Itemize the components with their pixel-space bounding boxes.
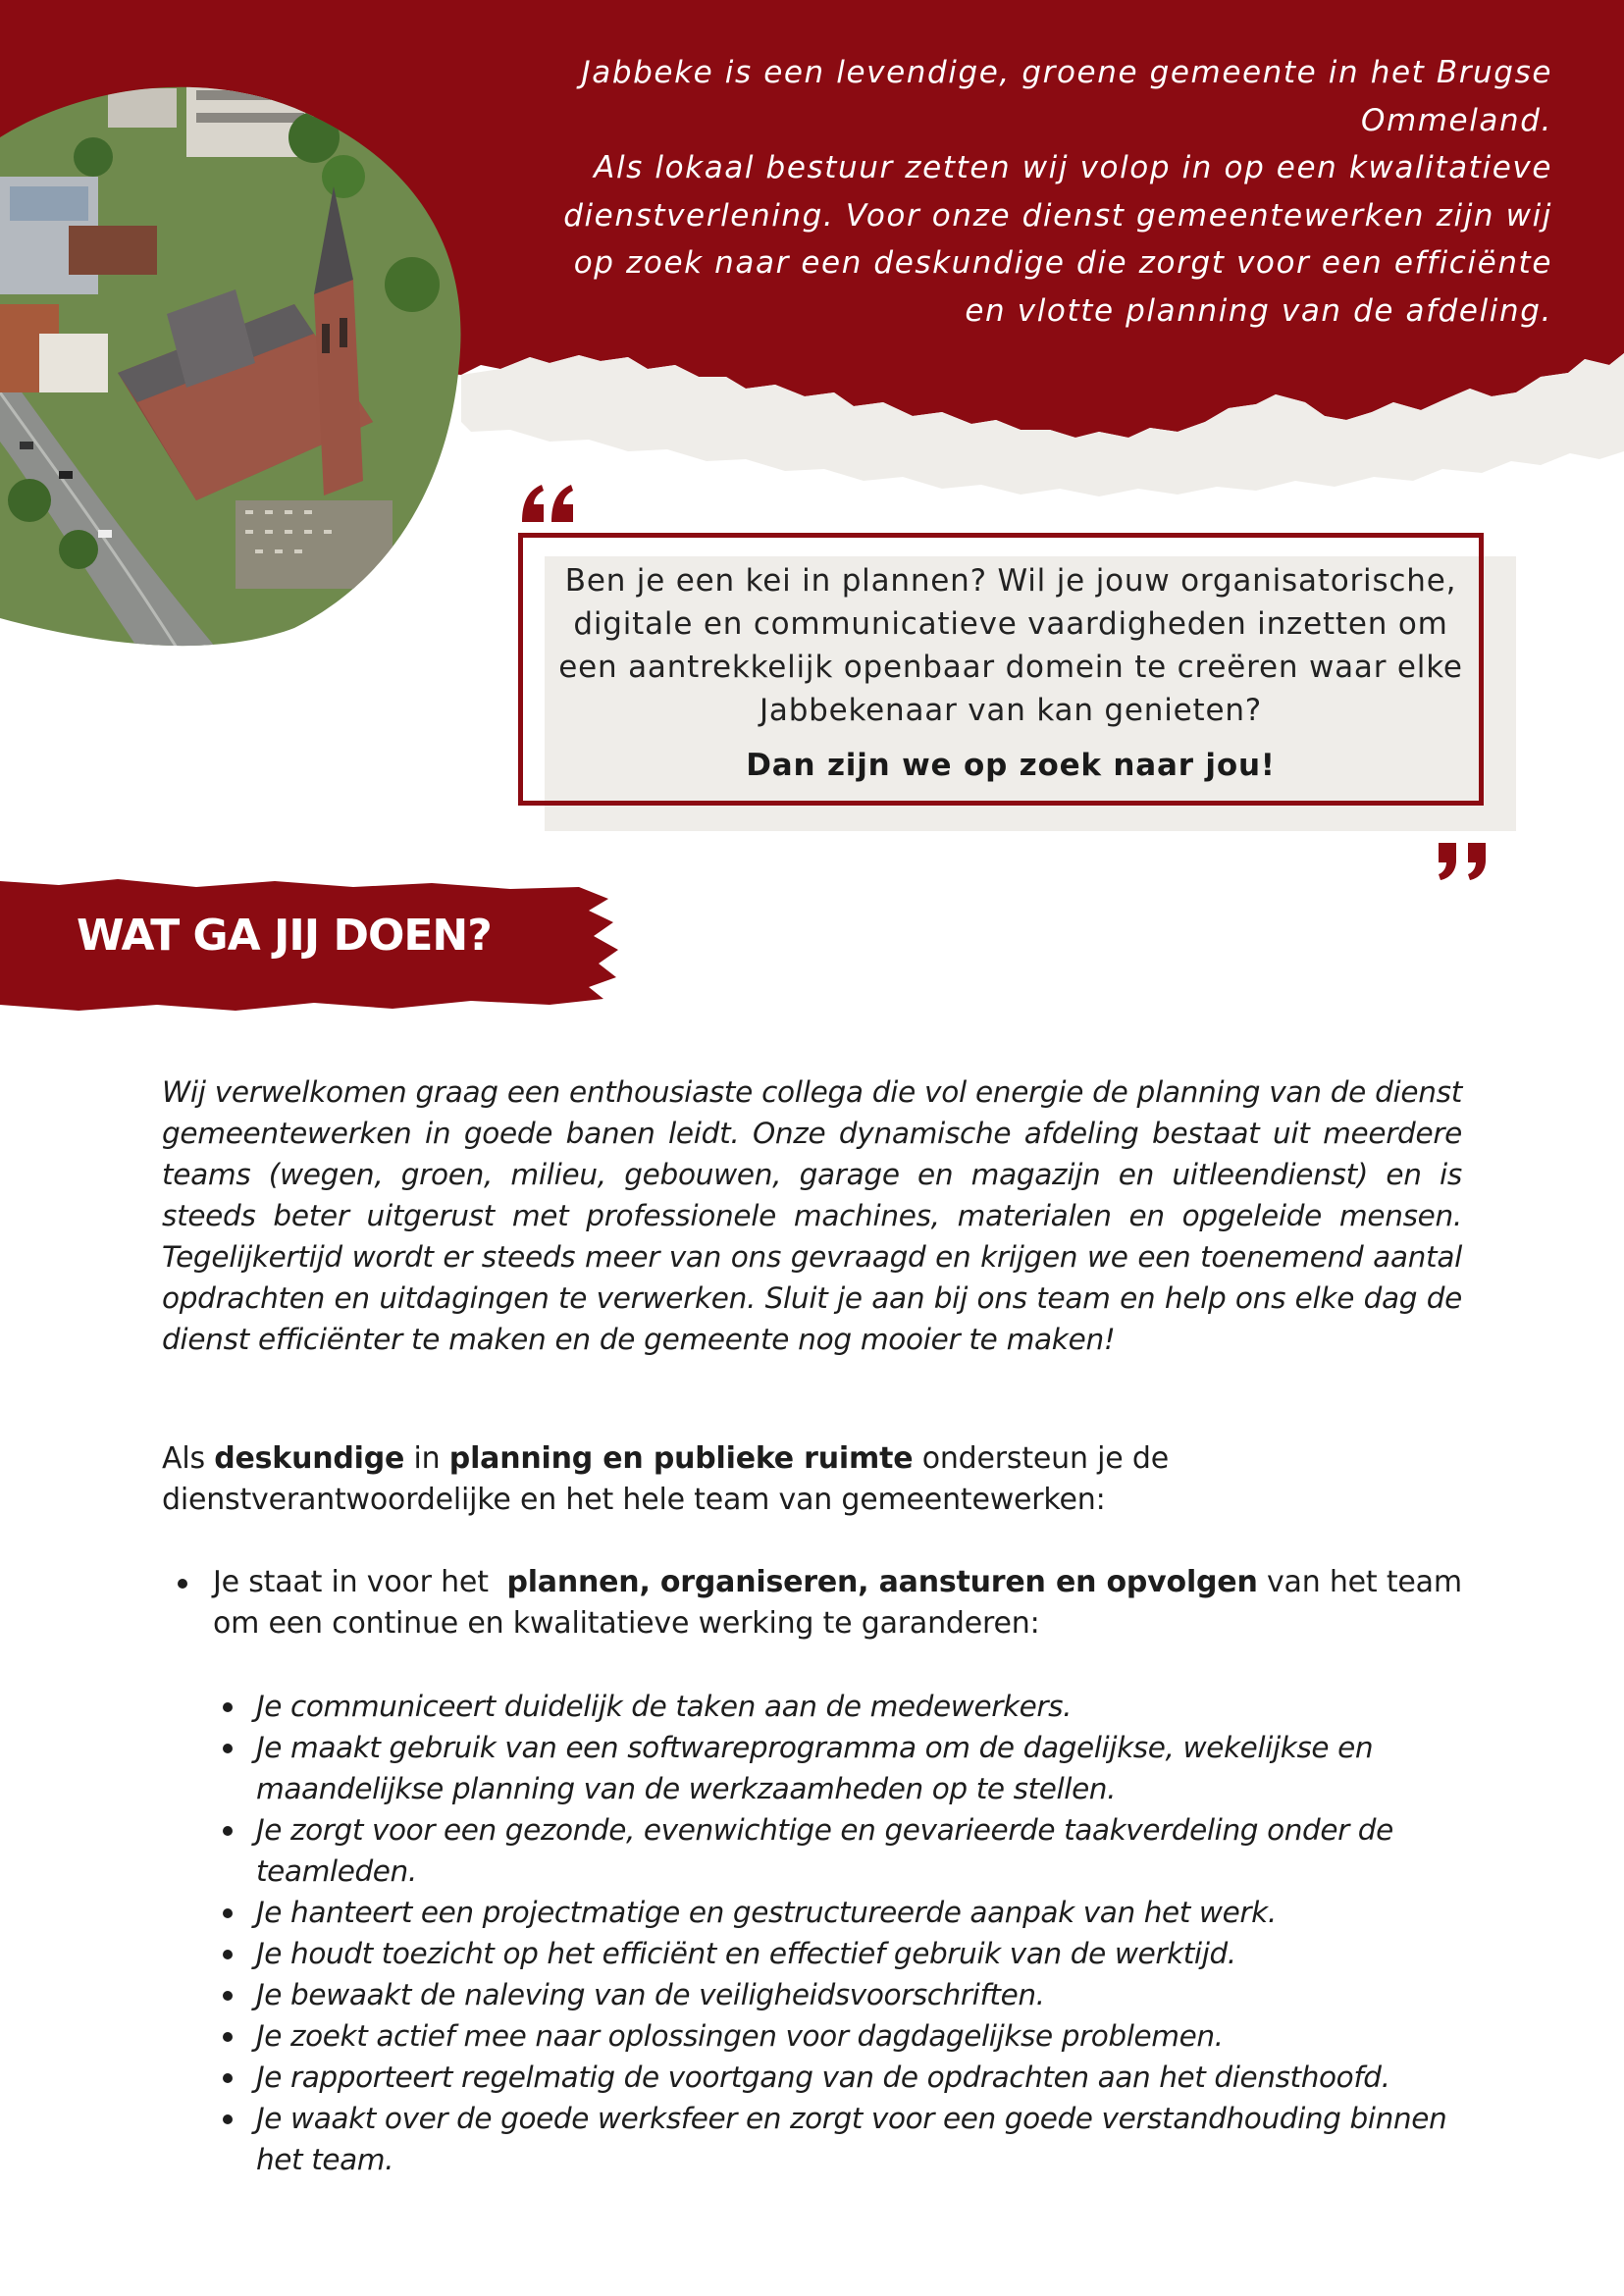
list-item: Je zorgt voor een gezonde, evenwichtige en gevarieerde taakverdeling onder de teamleden. [213, 1809, 1489, 1892]
quote-line: Jabbekenaar van kan genieten? [759, 693, 1263, 728]
quote-line: een aantrekkelijk openbaar domein te creëren waar elke [558, 650, 1463, 685]
intro-line: Jabbeke is een levendige, groene gemeente in het Brugse Ommeland. [581, 55, 1552, 138]
quote-line: Ben je een kei in plannen? Wil je jouw organisatorische, [564, 563, 1457, 599]
task-list [213, 1686, 1489, 2180]
bullet-bold: plannen, organiseren, aansturen en opvolgen [506, 1565, 1258, 1599]
quote-open-icon [518, 483, 577, 526]
list-item: Je communiceert duidelijk de taken aan de medewerkers. [213, 1686, 1489, 1727]
role-text: in [404, 1441, 449, 1476]
intro-text [422, 49, 1552, 335]
list-item: Je rapporteert regelmatig de voortgang van de opdrachten aan het diensthoofd. [213, 2057, 1489, 2098]
list-item [162, 1562, 1477, 1644]
bullet-text: Je staat in voor het [213, 1565, 507, 1599]
section-title: WAT GA JIJ DOEN? [77, 911, 492, 961]
church-aerial-photo [0, 69, 471, 648]
intro-line: op zoek naar een deskundige die zorgt voor een efficiënte [573, 245, 1552, 281]
list-item: Je houdt toezicht op het efficiënt en effectief gebruik van de werktijd. [213, 1933, 1489, 1974]
role-text: ondersteun je de dienstverantwoordelijke en het hele team van gemeentewerken: [162, 1441, 1169, 1517]
intro-paragraph: Wij verwelkomen graag een enthousiaste collega die vol energie de planning van de dienst gemeentewerken in goede banen leidt. Onze dynamische afdeling bestaat uit meerdere teams (wegen, groen, milieu, gebouwen, garage en magazijn en uitleendienst) en is steeds beter uitgerust met professionele machines, materialen en opgeleide mensen. Tegelijkertijd wordt er steeds meer van ons gevraagd en krijgen we een toenemend aantal opdrachten en uitdagingen te verwerken. Sluit je aan bij ons team en help ons elke dag de dienst efficiënter te maken en de gemeente nog mooier te maken! [162, 1075, 1462, 1356]
list-item: Je bewaakt de naleving van de veiligheidsvoorschriften. [213, 1974, 1489, 2015]
quote-text [550, 559, 1472, 732]
role-bold: planning en publieke ruimte [448, 1441, 914, 1476]
intro-line: en vlotte planning van de afdeling. [965, 292, 1552, 329]
role-paragraph [162, 1438, 1462, 1521]
role-bold: deskundige [214, 1441, 405, 1476]
list-item: Je maakt gebruik van een softwareprogramma om de dagelijkse, wekelijkse en maandelijkse planning van de werkzaamheden op te stellen. [213, 1727, 1489, 1809]
quote-line: digitale en communicatieve vaardigheden inzetten om [573, 606, 1448, 642]
quote-emphasis: Dan zijn we op zoek naar jou! [746, 748, 1276, 783]
list-item: Je waakt over de goede werksfeer en zorgt voor een goede verstandhouding binnen het team. [213, 2098, 1489, 2180]
intro-line: Als lokaal bestuur zetten wij volop in op een kwalitatieve [594, 150, 1552, 185]
intro-line: dienstverlening. Voor onze dienst gemeentewerken zijn wij [563, 197, 1552, 234]
list-item: Je hanteert een projectmatige en gestructureerde aanpak van het werk. [213, 1892, 1489, 1933]
bullet-text: van het team om een continue en kwalitatieve werking te garanderen: [213, 1565, 1462, 1641]
role-text: Als [162, 1441, 215, 1476]
quote-close-icon [1435, 839, 1493, 882]
responsibility-list [162, 1562, 1477, 1644]
list-item: Je zoekt actief mee naar oplossingen voor dagdagelijkse problemen. [213, 2015, 1489, 2057]
